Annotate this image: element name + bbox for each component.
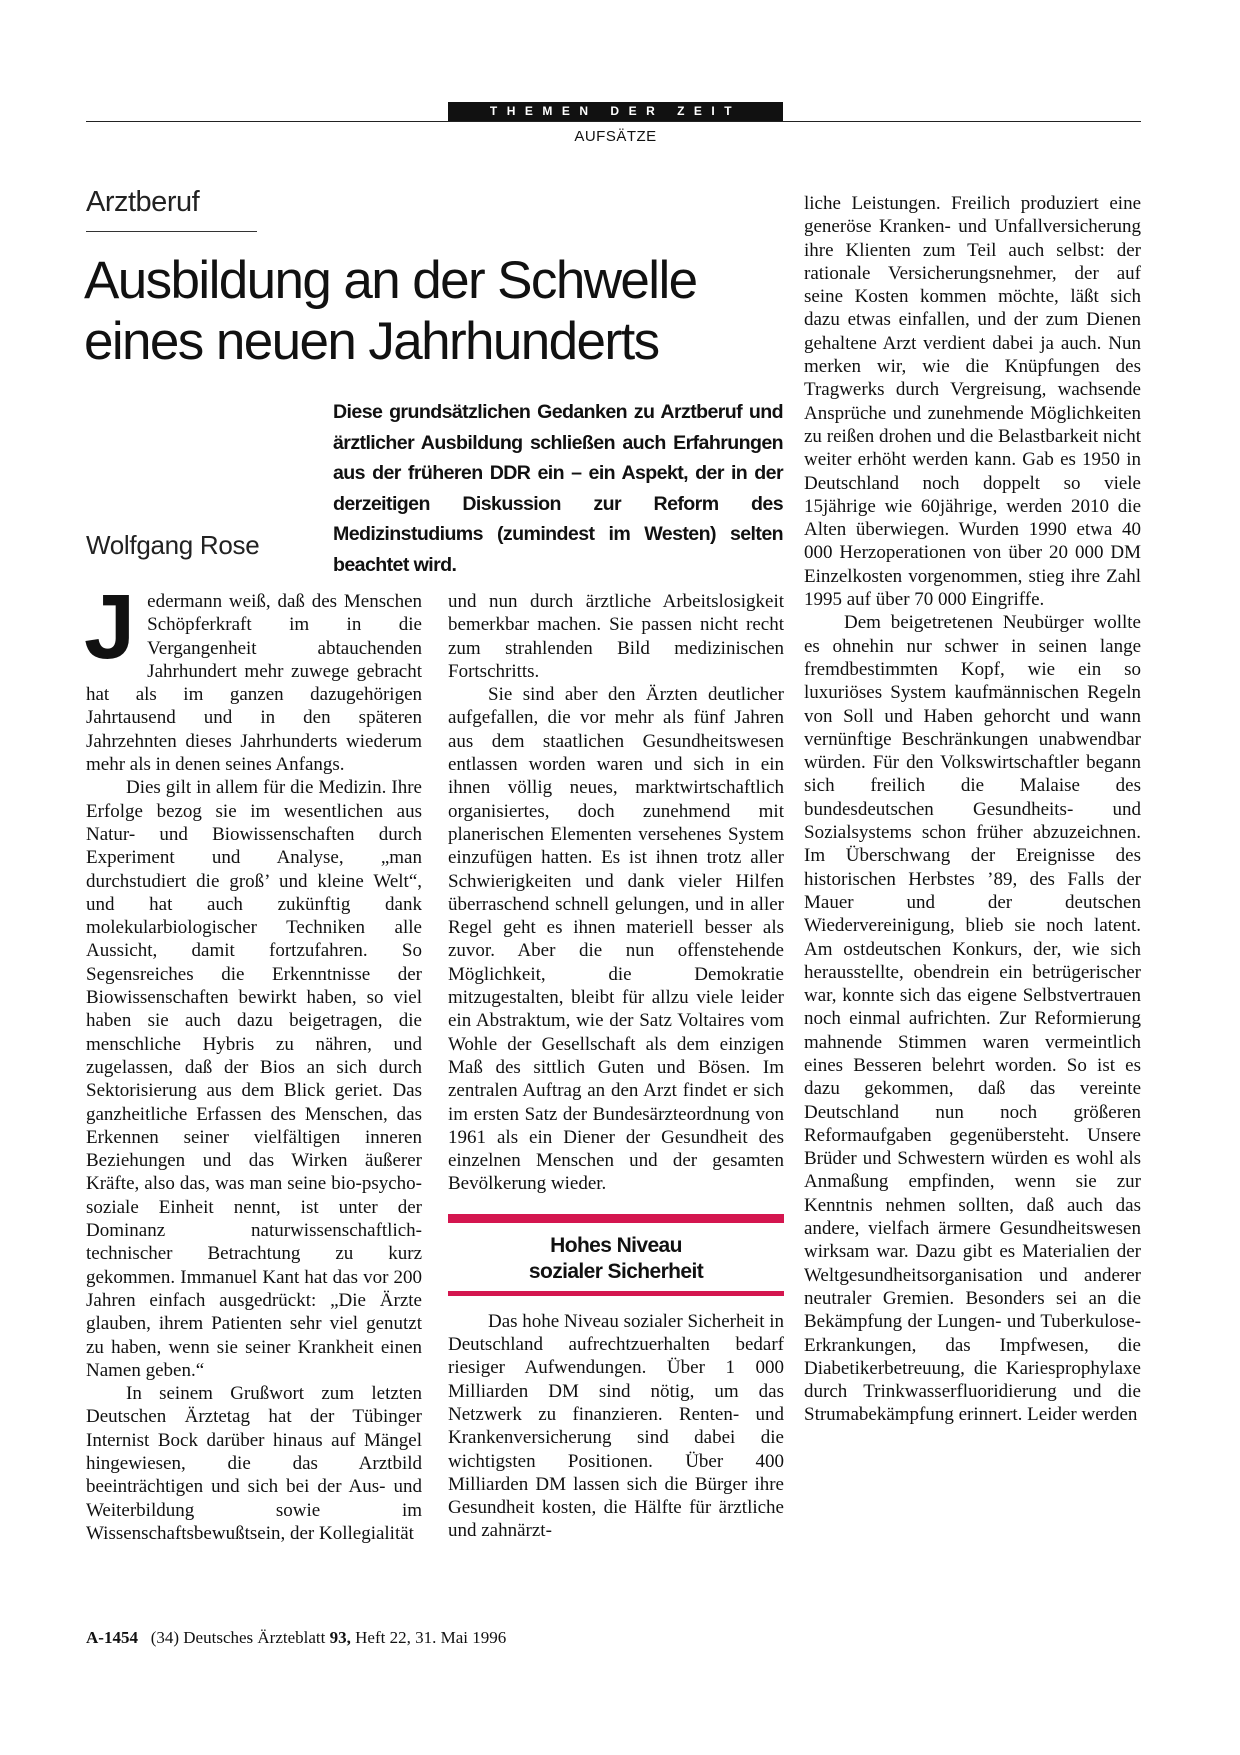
article-lede: Diese grundsätzlichen Gedanken zu Arztberuf und ärztlicher Ausbildung schließen auch Erfahrungen aus der früheren DDR ein – ein Aspekt, der in der derzeitigen Diskussion zur Reform des Medizinstudiums (zumindest im Westen) selten beachtet wird. xyxy=(333,401,783,576)
page-number: (34) xyxy=(150,1628,180,1647)
paragraph: Sie sind aber den Ärzten deutlicher aufgefallen, die vor mehr als fünf Jahren aus dem staatlichen Gesundheitswesen entlassen worden waren und sich in ein ihnen völlig neues, marktwirtschaftlich organisiertes, doch zunehmend mit planerischen Elementen versehenes System einzufügen hatten. Es ist ihnen trotz aller Schwierigkeiten und dank vieler Hilfen überraschend schnell gelungen, und in aller Regel geht es ihnen materiell besser als zuvor. Aber die nun offenstehende Möglichkeit, die Demokratie mitzugestalten, bleibt für allzu viele leider ein Abstraktum, wie der Satz Voltaires vom Wohle der Gesellschaft als dem einzigen Maß des sittlich Guten und Bösen. Im zentralen Auftrag an den Arzt findet er sich im ersten Satz der Bundesärzteordnung von 1961 als ein Diener der Gesundheit des einzelnen Menschen und der gesamten Bevölkerung wieder. xyxy=(448,684,784,1195)
journal-name: Deutsches Ärzteblatt xyxy=(183,1628,326,1647)
text-column-2 xyxy=(448,590,784,1543)
paragraph: liche Leistungen. Freilich produziert eine generöse Kranken- und Unfallversicherung ihre Klienten zum Teil auch selbst: der rationale Versicherungsnehmer, der auf seine Kosten kommen möchte, läßt sich dazu etwas einfallen, und der zum Dienen gehaltene Arzt verdient dabei ja auch. Nun merken wir, wie die Knüpfungen des Tragwerks durch Vergreisung, wachsende Ansprüche und zunehmende Möglichkeiten zu reißen drohen und die Belastbarkeit nicht weiter erhöht werden kann. Gab es 1950 in Deutschland noch doppelt so viele 15jährige wie 60jährige, werden 2010 die Alten überwiegen. Wurden 1990 etwa 40 000 Herzoperationen von über 20 000 DM Einzelkosten vorgenommen, stieg ihre Zahl 1995 auf über 70 000 Eingriffe. xyxy=(804,193,1141,611)
subheading-box xyxy=(448,1214,784,1296)
subheading-line: Hohes Niveau xyxy=(550,1233,682,1257)
section-label: THEMEN DER ZEIT xyxy=(448,102,783,121)
header-rule xyxy=(86,121,1141,122)
subsection-label: AUFSÄTZE xyxy=(574,128,657,145)
paragraph: Dem beigetretenen Neubürger wollte es ohnehin nur schwer in seinen lange fremdbestimmten Kopf, wie ein so luxuriöses System kaufmännischen Regeln von Soll und Haben gehorcht und wann vernünftige Beschränkungen unabwendbar würden. Für den Volkswirtschaftler begann sich freilich die Malaise des bundesdeutschen Gesundheits- und Sozialsystems schon früher abzuzeichnen. Im Überschwang der Ereignisse des historischen Herbstes ’89, des Falls der Mauer und der deutschen Wiedervereinigung, blieb sie noch latent. Am ostdeutschen Konkurs, der, wie sich herausstellte, obendrein ein betrügerischer war, konnte sich das eigene Selbstvertrauen noch einmal aufrichten. Zur Reformierung mahnende Stimmen waren vermeintlich eines Besseren belehrt worden. So ist es dazu gekommen, daß das vereinte Deutschland nun noch größeren Reformaufgaben gegenübersteht. Unsere Brüder und Schwestern würden es wohl als Anmaßung empfinden, wenn sie zur Kenntnis nehmen sollten, daß auch das andere, vielfach ärmere Gesundheitswesen wirksam war. Dazu gibt es Materialien der Weltgesundheitsorganisation und anderer neutraler Gremien. Besonders sei an die Bekämpfung der Lungen- und Tuberkulose-Erkrankungen, das Impfwesen, die Diabetikerbetreuung, die Kariesprophylaxe durch Trinkwasserfluoridierung und die Strumabekämpfung erinnert. Leider werden xyxy=(804,612,1141,1426)
dropcap: J xyxy=(84,576,136,678)
page-footer xyxy=(86,1628,506,1648)
subheading xyxy=(448,1233,784,1285)
paragraph: und nun durch ärztliche Arbeitslosigkeit bemerkbar machen. Sie passen nicht recht zum strahlenden Bild medizinischen Fortschritts. xyxy=(448,591,784,682)
page-code: A-1454 xyxy=(86,1628,138,1647)
text-column-3 xyxy=(804,192,1141,1427)
article-headline: Ausbildung an der Schwelle eines neuen Jahrhunderts xyxy=(84,251,697,371)
paragraph: Das hohe Niveau sozialer Sicherheit in Deutschland aufrechtzuerhalten bedarf riesiger Aufwendungen. Über 1 000 Milliarden DM sind nötig, um das Netzwerk zu finanzieren. Renten- und Krankenversicherung sind dabei die wichtigsten Positionen. Über 400 Milliarden DM lassen sich die Bürger ihre Gesundheit kosten, die Hälfte für ärztliche und zahnärzt- xyxy=(448,1310,784,1542)
text-column-1 xyxy=(84,576,422,1545)
article-kicker: Arztberuf xyxy=(86,186,200,218)
journal-volume: 93, xyxy=(329,1628,351,1647)
article-author: Wolfgang Rose xyxy=(86,530,260,560)
paragraph: Dies gilt in allem für die Medizin. Ihre Erfolge bezog sie im wesentlichen aus Natur- und Biowissenschaften durch Experiment und Analyse, „man durchstudiert die groß’ und kleine Welt“, und hat auch zukünftig dank molekularbiologischer Techniken alle Aussicht, damit fortzufahren. So Segensreiches die Erkenntnisse der Biowissenschaften bewirkt haben, so viel haben sie auch dazu beigetragen, die menschliche Hybris zu nähren, und zugelassen, daß der Bios an sich durch Sektorisierung aus dem Blick geriet. Das ganzheitliche Erfassen des Menschen, das Erkennen seiner vielfältigen inneren Beziehungen und das Wirken äußerer Kräfte, also das, was man seine bio-psycho-soziale Einheit nennt, ist unter der Dominanz naturwissenschaftlich-technischer Betrachtung zu kurz gekommen. Immanuel Kant hat das vor 200 Jahren einfach ausgedrückt: „Die Ärzte glauben, ihrem Patienten sehr viel genutzt zu haben, wenn sie seiner Krankheit einen Namen geben.“ xyxy=(86,777,422,1381)
kicker-underline xyxy=(86,231,257,232)
subheading-line: sozialer Sicherheit xyxy=(528,1259,704,1283)
paragraph: edermann weiß, daß des Menschen Schöpferkraft im in die Vergangenheit abtauchenden Jahrhundert mehr zuwege gebracht hat als im ganzen dazugehörigen Jahrtausend und in den späteren Jahrzehnten dieses Jahrhunderts wiederum mehr als in denen seines Anfangs. xyxy=(86,591,422,776)
journal-issue: Heft 22, 31. Mai 1996 xyxy=(355,1628,507,1647)
paragraph: In seinem Grußwort zum letzten Deutschen Ärztetag hat der Tübinger Internist Bock darüber hinaus auf Mängel hingewiesen, die das Arztbild beeinträchtigen und sich bei der Aus- und Weiterbildung sowie im Wissenschaftsbewußtsein, der Kollegialität xyxy=(86,1383,422,1544)
